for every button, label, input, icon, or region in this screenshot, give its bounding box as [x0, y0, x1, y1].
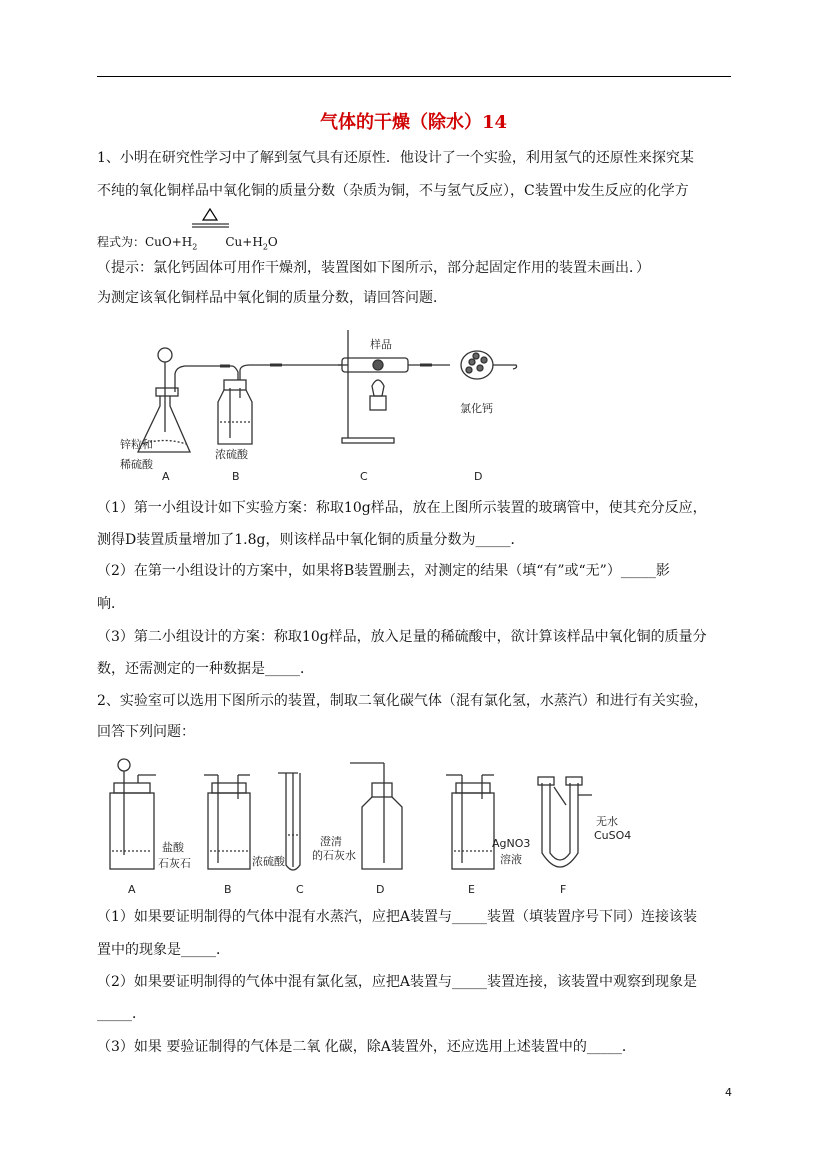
- label-dilute-acid: 稀硫酸: [120, 458, 153, 471]
- label-C2: C: [296, 883, 304, 896]
- q1-ask: 为测定该氧化铜样品中氧化铜的质量分数，请回答问题．: [97, 290, 447, 306]
- q1-s1-line2: 测得D装置质量增加了1.8g，则该样品中氧化铜的质量分数为_____．: [97, 532, 525, 548]
- q1-line2: 不纯的氧化铜样品中氧化铜的质量分数（杂质为铜，不与氢气反应），C装置中发生反应的化学方: [97, 183, 689, 199]
- label-sample: 样品: [370, 338, 392, 351]
- q2-s2-line1: （2）如果要证明制得的气体中混有氯化氢，应把A装置与_____装置连接，该装置中观察到现象是: [97, 974, 698, 990]
- label-anhydrous: 无水: [596, 815, 618, 828]
- q1-equation: 程式为：$CuO+H_2$ $Cu+H_2O$: [97, 235, 278, 252]
- header-rule: [97, 76, 731, 77]
- label-zinc: 锌粒和: [120, 438, 153, 451]
- label-C: C: [360, 470, 368, 483]
- label-F2: F: [560, 883, 567, 896]
- label-conc-h2so4-2: 浓硫酸: [252, 855, 285, 868]
- q1-hint: （提示：氯化钙固体可用作干燥剂，装置图如下图所示，部分起固定作用的装置未画出．）: [97, 260, 650, 276]
- q1-s1-line1: （1）第一小组设计如下实验方案：称取10g样品，放在上图所示装置的玻璃管中，使其充分反应，: [97, 500, 707, 516]
- heat-condition-symbol: [188, 205, 233, 229]
- q2-s1-line2: 置中的现象是_____．: [97, 942, 230, 958]
- label-A: A: [162, 470, 170, 483]
- label-D2: D: [376, 883, 385, 896]
- label-A2: A: [128, 883, 136, 896]
- q1-line1: 1、小明在研究性学习中了解到氢气具有还原性．他设计了一个实验，利用氢气的还原性来探究某: [97, 150, 694, 166]
- q1-s3-line2: 数，还需测定的一种数据是_____．: [97, 661, 314, 677]
- label-B: B: [232, 470, 240, 483]
- figure-1-apparatus: [120, 322, 540, 490]
- label-agno3: AgNO3: [492, 837, 531, 850]
- q2-s2-line2: _____．: [97, 1006, 146, 1022]
- figure-2-apparatus: [100, 755, 632, 900]
- label-conc-h2so4: 浓硫酸: [215, 448, 248, 461]
- q1-s3-line1: （3）第二小组设计的方案：称取10g样品，放入足量的稀硫酸中，欲计算该样品中氧化铜的质量分: [97, 629, 707, 645]
- label-limewater: 的石灰水: [312, 849, 356, 862]
- label-limestone: 石灰石: [158, 857, 191, 870]
- q2-line2: 回答下列问题：: [97, 724, 195, 740]
- label-E2: E: [468, 883, 475, 896]
- label-hcl: 盐酸: [162, 841, 184, 854]
- label-solution: 溶液: [500, 853, 522, 866]
- q2-s1-line1: （1）如果要证明制得的气体中混有水蒸汽，应把A装置与_____装置（填装置序号下同）连接该装: [97, 909, 698, 925]
- label-clear: 澄清: [320, 835, 342, 848]
- page-title: 气体的干燥（除水）14: [319, 112, 508, 133]
- q2-line1: 2、实验室可以选用下图所示的装置，制取二氧化碳气体（混有氯化氢，水蒸汽）和进行有关实验，: [97, 693, 708, 709]
- label-cacl2: 氯化钙: [460, 402, 493, 415]
- q1-s2-line1: （2）在第一小组设计的方案中，如果将B装置删去，对测定的结果（填“有”或“无”）_____影: [97, 563, 670, 579]
- q1-s2-line2: 响．: [97, 596, 125, 612]
- q2-s3-line1: （3）如果 要验证制得的气体是二氧 化碳，除A装置外，还应选用上述装置中的_____．: [97, 1039, 636, 1055]
- label-B2: B: [224, 883, 232, 896]
- label-cuso4: CuSO4: [594, 829, 632, 842]
- page-number: 4: [725, 1086, 732, 1099]
- label-D: D: [474, 470, 483, 483]
